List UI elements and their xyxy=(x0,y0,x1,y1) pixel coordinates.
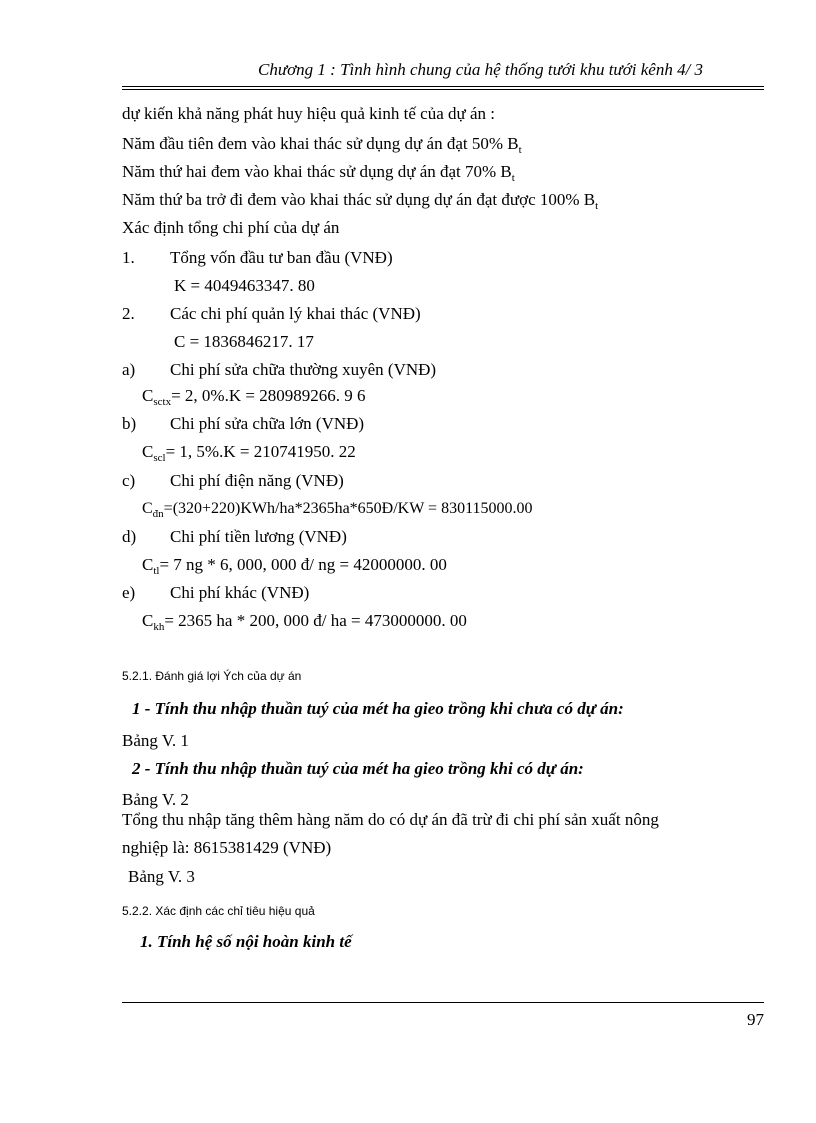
formula: $C_{sctx}= 2$, 0%.K = 280989266. 9 6 xyxy=(142,386,366,408)
item-title: Chi phí sửa chữa thường xuyên (VNĐ) xyxy=(170,360,437,379)
total-cost-heading: Xác định tổng chi phí của dự án xyxy=(122,218,340,237)
item-value: C = 1836846217. 17 xyxy=(174,332,314,351)
item-title: Chi phí tiền lương (VNĐ) xyxy=(170,527,347,546)
header-rule-double xyxy=(122,89,764,90)
subheading-with-project: 2 - Tính thu nhập thuần tuý của mét ha gieo trồng khi có dự án: xyxy=(132,759,584,778)
section-heading-5-2-2: 5.2.2. Xác định các chỉ tiêu hiệu quả xyxy=(122,904,315,918)
formula: $C_{scl}= 1$, 5%.K = 210741950. 22 xyxy=(142,442,356,464)
footer-rule xyxy=(122,1002,764,1003)
table-ref: Bảng V. 3 xyxy=(128,867,195,886)
header-rule xyxy=(122,86,764,87)
item-title: Chi phí khác (VNĐ) xyxy=(170,583,310,602)
item-value: K = 4049463347. 80 xyxy=(174,276,315,295)
year2-line: Năm thứ hai đem vào khai thác sử dụng dự án đạt 70% $B_t$ xyxy=(122,162,515,184)
item-letter: b) xyxy=(122,414,137,433)
paragraph-line: nghiệp là: 8615381429 (VNĐ) xyxy=(122,838,332,857)
item-letter: c) xyxy=(122,471,136,490)
formula: $C_{kh}= 2365$ ha * 200, 000 đ/ ha = 473000000. 00 xyxy=(142,611,467,633)
formula: $C_{đn}=(320+220)KWh/ha*2365ha*650Đ/KW = 830115000.00$ xyxy=(142,500,533,520)
item-letter: a) xyxy=(122,360,136,379)
subheading-irr: 1. Tính hệ số nội hoàn kinh tế xyxy=(140,932,352,951)
section-heading-5-2-1: 5.2.1. Đánh giá lợi Ých của dự án xyxy=(122,669,302,683)
paragraph-line: Tổng thu nhập tăng thêm hàng năm do có dự án đã trừ đi chi phí sản xuất nông xyxy=(122,810,659,829)
intro-line: dự kiến khả năng phát huy hiệu quả kinh tế của dự án : xyxy=(122,104,495,123)
running-header: Chương 1 : Tình hình chung của hệ thống tưới khu tưới kênh 4/ 3 xyxy=(258,60,704,79)
item-title: Chi phí sửa chữa lớn (VNĐ) xyxy=(170,414,365,433)
item-title: Tổng vốn đầu tư ban đầu (VNĐ) xyxy=(170,248,393,267)
item-number: 1. xyxy=(122,248,135,267)
formula: $C_{tl}= 7$ ng * 6, 000, 000 đ/ ng = 42000000. 00 xyxy=(142,555,447,577)
item-letter: e) xyxy=(122,583,136,602)
item-title: Các chi phí quản lý khai thác (VNĐ) xyxy=(170,304,421,323)
table-ref: Bảng V. 1 xyxy=(122,731,189,750)
table-ref: Bảng V. 2 xyxy=(122,790,189,809)
item-number: 2. xyxy=(122,304,135,323)
item-letter: d) xyxy=(122,527,137,546)
subheading-without-project: 1 - Tính thu nhập thuần tuý của mét ha gieo trồng khi chưa có dự án: xyxy=(132,699,624,718)
year1-line: Năm đầu tiên đem vào khai thác sử dụng dự án đạt 50% $B_t$ xyxy=(122,134,522,156)
year3-line: Năm thứ ba trở đi đem vào khai thác sử dụng dự án đạt được 100% $B_t$ xyxy=(122,190,599,212)
item-title: Chi phí điện năng (VNĐ) xyxy=(170,471,344,490)
page-number: 97 xyxy=(747,1010,764,1029)
